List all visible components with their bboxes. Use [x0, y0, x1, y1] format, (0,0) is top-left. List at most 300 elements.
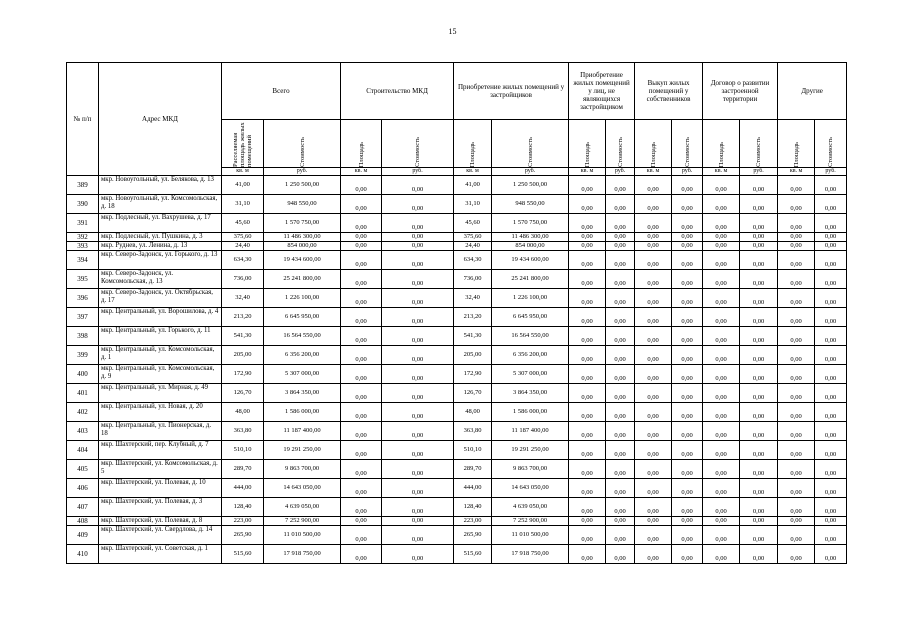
cell-nondeveloper-area: 0,00	[569, 176, 606, 195]
cell-total-cost: 1 250 500,00	[264, 176, 341, 195]
table-row	[67, 233, 847, 242]
cell-developer-cost: 9 863 700,00	[492, 460, 569, 479]
cell-construction-area: 0,00	[341, 384, 382, 403]
cell-construction-area: 0,00	[341, 289, 382, 308]
cell-buyout-cost: 0,00	[672, 498, 703, 517]
cell-total-area: 265,90	[222, 526, 264, 545]
row-address: мкр. Руднев, ул. Ленина, д. 13	[99, 242, 222, 251]
cell-buyout-area: 0,00	[635, 384, 672, 403]
cell-construction-area: 0,00	[341, 270, 382, 289]
cell-contract-cost: 0,00	[740, 365, 778, 384]
cell-buyout-area: 0,00	[635, 346, 672, 365]
cell-other-cost: 0,00	[815, 403, 847, 422]
unit-area: кв. м	[222, 168, 264, 176]
row-address: мкр. Шахтерский, ул. Полевая, д. 10	[99, 479, 222, 498]
table-body	[67, 176, 847, 564]
row-address: мкр. Северо-Задонск, ул. Горького, д. 13	[99, 251, 222, 270]
cell-contract-area: 0,00	[703, 233, 740, 242]
cell-other-area: 0,00	[778, 384, 815, 403]
cell-contract-area: 0,00	[703, 545, 740, 564]
cell-developer-cost: 1 570 750,00	[492, 214, 569, 233]
cell-nondeveloper-cost: 0,00	[606, 365, 635, 384]
cell-construction-cost: 0,00	[382, 214, 454, 233]
cell-nondeveloper-cost: 0,00	[606, 517, 635, 526]
table-row	[67, 289, 847, 308]
cell-developer-cost: 1 250 500,00	[492, 176, 569, 195]
cell-contract-cost: 0,00	[740, 251, 778, 270]
cell-contract-cost: 0,00	[740, 195, 778, 214]
cell-construction-cost: 0,00	[382, 441, 454, 460]
table-row	[67, 270, 847, 289]
cell-developer-cost: 948 550,00	[492, 195, 569, 214]
cell-other-area: 0,00	[778, 251, 815, 270]
unit-rub: руб.	[672, 168, 703, 176]
cell-nondeveloper-area: 0,00	[569, 346, 606, 365]
cell-buyout-cost: 0,00	[672, 545, 703, 564]
cell-construction-cost: 0,00	[382, 422, 454, 441]
cell-total-cost: 17 918 750,00	[264, 545, 341, 564]
cell-contract-area: 0,00	[703, 176, 740, 195]
row-address: мкр. Шахтерский, пер. Клубный, д. 7	[99, 441, 222, 460]
header-group-buyout: Выкуп жилых помещений у собственников	[635, 63, 703, 120]
row-number: 409	[67, 526, 99, 545]
cell-other-area: 0,00	[778, 498, 815, 517]
cell-developer-cost: 19 434 600,00	[492, 251, 569, 270]
cell-developer-cost: 17 918 750,00	[492, 545, 569, 564]
cell-developer-area: 41,00	[454, 176, 492, 195]
cell-developer-area: 32,40	[454, 289, 492, 308]
row-number: 401	[67, 384, 99, 403]
cell-buyout-cost: 0,00	[672, 195, 703, 214]
cell-buyout-area: 0,00	[635, 195, 672, 214]
cell-nondeveloper-area: 0,00	[569, 327, 606, 346]
cell-contract-area: 0,00	[703, 214, 740, 233]
table-row	[67, 422, 847, 441]
cell-total-cost: 3 864 350,00	[264, 384, 341, 403]
cell-other-area: 0,00	[778, 195, 815, 214]
cell-buyout-area: 0,00	[635, 289, 672, 308]
cell-construction-cost: 0,00	[382, 327, 454, 346]
subheader-area: Площадь	[778, 120, 815, 168]
cell-other-cost: 0,00	[815, 384, 847, 403]
cell-other-area: 0,00	[778, 176, 815, 195]
cell-construction-area: 0,00	[341, 251, 382, 270]
cell-contract-area: 0,00	[703, 479, 740, 498]
page-number: 15	[448, 27, 457, 36]
cell-total-area: 375,60	[222, 233, 264, 242]
cell-developer-area: 634,30	[454, 251, 492, 270]
cell-nondeveloper-area: 0,00	[569, 195, 606, 214]
cell-construction-area: 0,00	[341, 479, 382, 498]
cell-developer-cost: 6 356 200,00	[492, 346, 569, 365]
row-number: 397	[67, 308, 99, 327]
cell-developer-cost: 11 187 400,00	[492, 422, 569, 441]
cell-other-cost: 0,00	[815, 526, 847, 545]
cell-contract-area: 0,00	[703, 441, 740, 460]
cell-nondeveloper-area: 0,00	[569, 308, 606, 327]
subheader-area: Площадь	[635, 120, 672, 168]
cell-developer-area: 510,10	[454, 441, 492, 460]
cell-contract-cost: 0,00	[740, 441, 778, 460]
header-group-development-contract: Договор о развитии застроенной территории	[703, 63, 778, 120]
cell-buyout-cost: 0,00	[672, 176, 703, 195]
table-row	[67, 526, 847, 545]
cell-total-area: 736,00	[222, 270, 264, 289]
unit-area: кв. м	[454, 168, 492, 176]
cell-total-cost: 11 486 300,00	[264, 233, 341, 242]
table-row	[67, 214, 847, 233]
cell-developer-area: 223,00	[454, 517, 492, 526]
cell-buyout-cost: 0,00	[672, 460, 703, 479]
cell-contract-area: 0,00	[703, 403, 740, 422]
cell-total-cost: 25 241 800,00	[264, 270, 341, 289]
row-address: мкр. Подлесный, ул. Пушкина, д. 3	[99, 233, 222, 242]
row-number: 389	[67, 176, 99, 195]
cell-buyout-area: 0,00	[635, 526, 672, 545]
row-number: 399	[67, 346, 99, 365]
table-row	[67, 517, 847, 526]
row-address: мкр. Новоугольный, ул. Белякова, д. 13	[99, 176, 222, 195]
cell-other-cost: 0,00	[815, 346, 847, 365]
cell-construction-area: 0,00	[341, 441, 382, 460]
cell-construction-area: 0,00	[341, 242, 382, 251]
cell-nondeveloper-cost: 0,00	[606, 384, 635, 403]
cell-total-area: 172,90	[222, 365, 264, 384]
cell-buyout-area: 0,00	[635, 403, 672, 422]
cell-construction-area: 0,00	[341, 233, 382, 242]
cell-total-area: 31,10	[222, 195, 264, 214]
row-address: мкр. Шахтерский, ул. Комсомольская, д. 5	[99, 460, 222, 479]
cell-construction-cost: 0,00	[382, 498, 454, 517]
cell-construction-area: 0,00	[341, 214, 382, 233]
cell-contract-cost: 0,00	[740, 176, 778, 195]
cell-construction-area: 0,00	[341, 346, 382, 365]
cell-total-cost: 19 434 600,00	[264, 251, 341, 270]
cell-buyout-cost: 0,00	[672, 526, 703, 545]
cell-developer-cost: 6 645 950,00	[492, 308, 569, 327]
cell-other-area: 0,00	[778, 403, 815, 422]
unit-rub: руб.	[382, 168, 454, 176]
cell-buyout-cost: 0,00	[672, 214, 703, 233]
cell-construction-cost: 0,00	[382, 242, 454, 251]
row-number: 405	[67, 460, 99, 479]
header-group-purchase-nondevelopers: Приобретение жилых помещений у лиц, не являющихся застройщиком	[569, 63, 635, 120]
row-number: 398	[67, 327, 99, 346]
table-row	[67, 195, 847, 214]
cell-developer-area: 363,80	[454, 422, 492, 441]
cell-nondeveloper-area: 0,00	[569, 460, 606, 479]
unit-area: кв. м	[778, 168, 815, 176]
cell-other-cost: 0,00	[815, 195, 847, 214]
cell-buyout-area: 0,00	[635, 308, 672, 327]
cell-developer-cost: 1 226 100,00	[492, 289, 569, 308]
cell-developer-cost: 16 564 550,00	[492, 327, 569, 346]
row-number: 396	[67, 289, 99, 308]
cell-other-area: 0,00	[778, 346, 815, 365]
cell-buyout-cost: 0,00	[672, 289, 703, 308]
cell-total-cost: 4 639 050,00	[264, 498, 341, 517]
cell-total-area: 289,70	[222, 460, 264, 479]
cell-buyout-cost: 0,00	[672, 242, 703, 251]
cell-buyout-area: 0,00	[635, 441, 672, 460]
unit-rub: руб.	[815, 168, 847, 176]
cell-nondeveloper-cost: 0,00	[606, 270, 635, 289]
cell-total-area: 213,20	[222, 308, 264, 327]
table-row	[67, 327, 847, 346]
cell-total-area: 444,00	[222, 479, 264, 498]
cell-nondeveloper-area: 0,00	[569, 526, 606, 545]
cell-total-cost: 6 645 950,00	[264, 308, 341, 327]
cell-other-cost: 0,00	[815, 233, 847, 242]
cell-contract-cost: 0,00	[740, 346, 778, 365]
subheader-cost: Стоимость	[382, 120, 454, 168]
cell-total-cost: 9 863 700,00	[264, 460, 341, 479]
cell-total-area: 541,30	[222, 327, 264, 346]
cell-other-cost: 0,00	[815, 214, 847, 233]
cell-contract-cost: 0,00	[740, 270, 778, 289]
cell-construction-cost: 0,00	[382, 403, 454, 422]
cell-nondeveloper-area: 0,00	[569, 498, 606, 517]
cell-construction-area: 0,00	[341, 517, 382, 526]
cell-nondeveloper-cost: 0,00	[606, 460, 635, 479]
cell-nondeveloper-cost: 0,00	[606, 195, 635, 214]
cell-total-area: 48,00	[222, 403, 264, 422]
cell-developer-area: 24,40	[454, 242, 492, 251]
cell-developer-cost: 25 241 800,00	[492, 270, 569, 289]
cell-total-cost: 1 226 100,00	[264, 289, 341, 308]
cell-developer-cost: 1 586 000,00	[492, 403, 569, 422]
cell-buyout-cost: 0,00	[672, 517, 703, 526]
cell-construction-area: 0,00	[341, 195, 382, 214]
cell-total-cost: 5 307 000,00	[264, 365, 341, 384]
row-number: 391	[67, 214, 99, 233]
cell-developer-area: 265,90	[454, 526, 492, 545]
subheader-resettled-area: Расселяемая площадь жилых помещений	[222, 120, 264, 168]
cell-other-cost: 0,00	[815, 441, 847, 460]
cell-nondeveloper-cost: 0,00	[606, 479, 635, 498]
cell-contract-area: 0,00	[703, 270, 740, 289]
cell-developer-cost: 11 010 500,00	[492, 526, 569, 545]
cell-construction-cost: 0,00	[382, 346, 454, 365]
cell-total-area: 41,00	[222, 176, 264, 195]
cell-buyout-area: 0,00	[635, 460, 672, 479]
table-row	[67, 251, 847, 270]
cell-buyout-cost: 0,00	[672, 270, 703, 289]
cell-construction-area: 0,00	[341, 460, 382, 479]
cell-total-area: 128,40	[222, 498, 264, 517]
table-row	[67, 460, 847, 479]
unit-area: кв. м	[635, 168, 672, 176]
cell-nondeveloper-area: 0,00	[569, 214, 606, 233]
cell-contract-area: 0,00	[703, 289, 740, 308]
row-address: мкр. Шахтерский, ул. Свердлова, д. 14	[99, 526, 222, 545]
cell-contract-area: 0,00	[703, 365, 740, 384]
cell-construction-cost: 0,00	[382, 195, 454, 214]
row-number: 402	[67, 403, 99, 422]
cell-other-area: 0,00	[778, 214, 815, 233]
cell-buyout-cost: 0,00	[672, 422, 703, 441]
cell-developer-cost: 11 486 300,00	[492, 233, 569, 242]
table-row	[67, 545, 847, 564]
cell-other-cost: 0,00	[815, 545, 847, 564]
subheader-area: Площадь	[341, 120, 382, 168]
header-group-other: Другие	[778, 63, 847, 120]
cell-contract-cost: 0,00	[740, 403, 778, 422]
cell-total-cost: 1 586 000,00	[264, 403, 341, 422]
cell-contract-cost: 0,00	[740, 384, 778, 403]
cell-construction-cost: 0,00	[382, 308, 454, 327]
cell-contract-area: 0,00	[703, 422, 740, 441]
row-number: 395	[67, 270, 99, 289]
cell-contract-cost: 0,00	[740, 308, 778, 327]
cell-nondeveloper-cost: 0,00	[606, 327, 635, 346]
cell-contract-area: 0,00	[703, 460, 740, 479]
cell-other-area: 0,00	[778, 545, 815, 564]
cell-developer-area: 48,00	[454, 403, 492, 422]
cell-buyout-area: 0,00	[635, 479, 672, 498]
cell-contract-area: 0,00	[703, 384, 740, 403]
row-address: мкр. Центральный, ул. Ворошилова, д. 4	[99, 308, 222, 327]
cell-developer-cost: 3 864 350,00	[492, 384, 569, 403]
unit-rub: руб.	[492, 168, 569, 176]
unit-area: кв. м	[703, 168, 740, 176]
cell-buyout-area: 0,00	[635, 498, 672, 517]
cell-other-area: 0,00	[778, 308, 815, 327]
cell-contract-cost: 0,00	[740, 479, 778, 498]
cell-contract-cost: 0,00	[740, 498, 778, 517]
cell-developer-area: 128,40	[454, 498, 492, 517]
subheader-area: Площадь	[569, 120, 606, 168]
row-number: 407	[67, 498, 99, 517]
cell-construction-area: 0,00	[341, 365, 382, 384]
cell-total-area: 45,60	[222, 214, 264, 233]
cell-developer-area: 289,70	[454, 460, 492, 479]
cell-contract-area: 0,00	[703, 242, 740, 251]
row-number: 406	[67, 479, 99, 498]
row-number: 408	[67, 517, 99, 526]
table-row	[67, 403, 847, 422]
row-number: 392	[67, 233, 99, 242]
cell-developer-cost: 19 291 250,00	[492, 441, 569, 460]
cell-nondeveloper-cost: 0,00	[606, 242, 635, 251]
cell-developer-cost: 5 307 000,00	[492, 365, 569, 384]
cell-total-cost: 19 291 250,00	[264, 441, 341, 460]
cell-nondeveloper-cost: 0,00	[606, 233, 635, 242]
cell-nondeveloper-area: 0,00	[569, 233, 606, 242]
housing-resettlement-table	[66, 62, 847, 564]
cell-buyout-cost: 0,00	[672, 251, 703, 270]
subheader-area: Площадь	[454, 120, 492, 168]
cell-other-area: 0,00	[778, 270, 815, 289]
cell-nondeveloper-area: 0,00	[569, 384, 606, 403]
cell-buyout-cost: 0,00	[672, 479, 703, 498]
cell-contract-area: 0,00	[703, 195, 740, 214]
cell-other-cost: 0,00	[815, 460, 847, 479]
cell-developer-area: 375,60	[454, 233, 492, 242]
cell-other-cost: 0,00	[815, 308, 847, 327]
cell-buyout-area: 0,00	[635, 270, 672, 289]
cell-buyout-cost: 0,00	[672, 384, 703, 403]
cell-buyout-cost: 0,00	[672, 346, 703, 365]
cell-other-area: 0,00	[778, 460, 815, 479]
cell-nondeveloper-area: 0,00	[569, 365, 606, 384]
unit-rub: руб.	[264, 168, 341, 176]
cell-construction-area: 0,00	[341, 403, 382, 422]
row-address: мкр. Шахтерский, ул. Советская, д. 1	[99, 545, 222, 564]
cell-developer-area: 205,00	[454, 346, 492, 365]
cell-total-cost: 11 187 400,00	[264, 422, 341, 441]
cell-buyout-area: 0,00	[635, 365, 672, 384]
cell-construction-cost: 0,00	[382, 526, 454, 545]
row-number: 404	[67, 441, 99, 460]
cell-contract-area: 0,00	[703, 346, 740, 365]
cell-buyout-area: 0,00	[635, 176, 672, 195]
row-number: 403	[67, 422, 99, 441]
cell-contract-cost: 0,00	[740, 242, 778, 251]
subheader-cost: Стоимость	[606, 120, 635, 168]
row-address: мкр. Шахтерский, ул. Полевая, д. 3	[99, 498, 222, 517]
cell-total-cost: 6 356 200,00	[264, 346, 341, 365]
cell-construction-cost: 0,00	[382, 479, 454, 498]
cell-other-area: 0,00	[778, 242, 815, 251]
cell-construction-area: 0,00	[341, 176, 382, 195]
subheader-cost: Стоимость	[672, 120, 703, 168]
cell-total-area: 363,80	[222, 422, 264, 441]
subheader-cost: Стоимость	[264, 120, 341, 168]
cell-other-area: 0,00	[778, 526, 815, 545]
cell-contract-cost: 0,00	[740, 517, 778, 526]
cell-developer-area: 45,60	[454, 214, 492, 233]
cell-buyout-area: 0,00	[635, 242, 672, 251]
header-number: № п/п	[67, 63, 99, 176]
cell-construction-cost: 0,00	[382, 251, 454, 270]
cell-total-cost: 11 010 500,00	[264, 526, 341, 545]
cell-nondeveloper-cost: 0,00	[606, 526, 635, 545]
table-row	[67, 498, 847, 517]
cell-other-cost: 0,00	[815, 517, 847, 526]
cell-nondeveloper-cost: 0,00	[606, 289, 635, 308]
row-address: мкр. Центральный, ул. Комсомольская, д. 9	[99, 365, 222, 384]
cell-contract-area: 0,00	[703, 526, 740, 545]
table-row	[67, 242, 847, 251]
cell-contract-cost: 0,00	[740, 545, 778, 564]
cell-contract-cost: 0,00	[740, 327, 778, 346]
cell-nondeveloper-area: 0,00	[569, 545, 606, 564]
row-address: мкр. Новоугольный, ул. Комсомольская, д. 18	[99, 195, 222, 214]
cell-construction-area: 0,00	[341, 545, 382, 564]
cell-developer-cost: 14 643 050,00	[492, 479, 569, 498]
cell-other-cost: 0,00	[815, 176, 847, 195]
cell-nondeveloper-cost: 0,00	[606, 251, 635, 270]
row-address: мкр. Центральный, ул. Новая, д. 20	[99, 403, 222, 422]
cell-buyout-cost: 0,00	[672, 308, 703, 327]
cell-construction-cost: 0,00	[382, 233, 454, 242]
row-number: 410	[67, 545, 99, 564]
cell-other-cost: 0,00	[815, 251, 847, 270]
cell-total-cost: 14 643 050,00	[264, 479, 341, 498]
row-number: 390	[67, 195, 99, 214]
row-address: мкр. Центральный, ул. Мирная, д. 49	[99, 384, 222, 403]
cell-buyout-cost: 0,00	[672, 365, 703, 384]
cell-total-area: 223,00	[222, 517, 264, 526]
subheader-cost: Стоимость	[740, 120, 778, 168]
cell-nondeveloper-area: 0,00	[569, 479, 606, 498]
table-row	[67, 384, 847, 403]
cell-contract-area: 0,00	[703, 251, 740, 270]
cell-construction-cost: 0,00	[382, 365, 454, 384]
cell-nondeveloper-cost: 0,00	[606, 441, 635, 460]
cell-buyout-cost: 0,00	[672, 327, 703, 346]
